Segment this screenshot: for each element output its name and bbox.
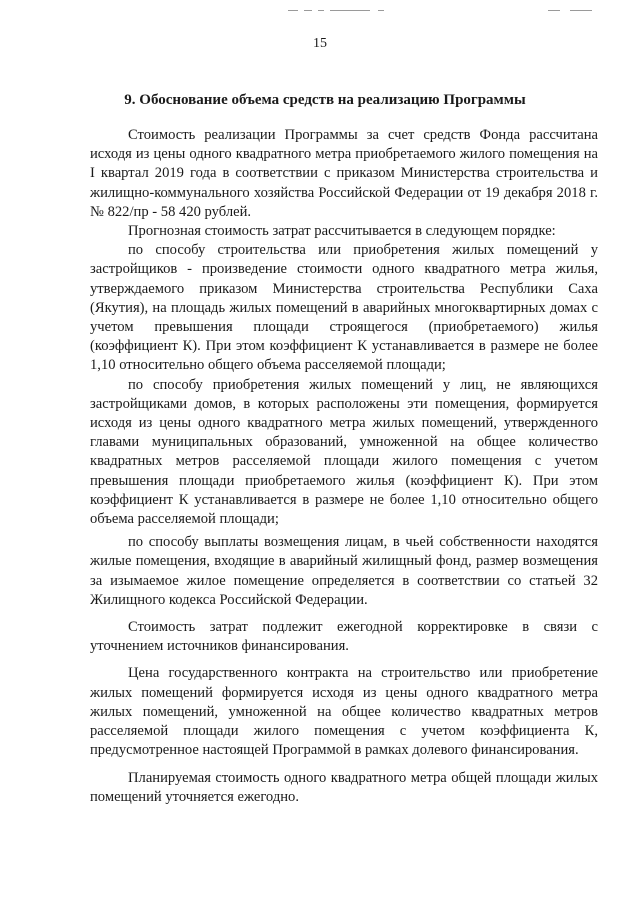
page-number: 15 [313, 36, 327, 51]
paragraph-method-purchase: по способу приобретения жилых помещений у лиц, не являющихся застройщиками домов, в которых расположены эти помещения, формируется исходя из цены одного квадратного метра жилых помещений, утвержденного главами муниципальных образований, умноженной на общее количество квадратных метров расселяемой площади жилого помещения с учетом превышения площади приобретаемого жилья (коэффициент К). При этом коэффициент К устанавливается в размере не более 1,10 относительно общего объема расселяемой площади; [90, 376, 598, 528]
scan-artifact-marks [0, 8, 640, 14]
paragraph-contract-price: Цена государственного контракта на строительство или приобретение жилых помещений формируется исходя из цены одного квадратного метра жилых помещений, умноженной на общее количество квадратных метров расселяемой площади жилого помещения с учетом коэффициента К, предусмотренное настоящей Программой в рамках долевого финансирования. [90, 665, 598, 759]
paragraph-method-construction: по способу строительства или приобретения жилых помещений у застройщиков - произведение стоимости одного квадратного метра жилья, утверждаемого приказом Министерства строительства Республики Саха (Якутия), на площадь жилых помещений в аварийных многоквартирных домах с учетом превышения площади строящегося (приобретаемого) жилья (коэффициент К). При этом коэффициент К устанавливается в размере не более 1,10 относительно общего объема расселяемой площади; [90, 242, 598, 374]
section-heading: 9. Обоснование объема средств на реализацию Программы [124, 92, 526, 108]
paragraph-method-compensation: по способу выплаты возмещения лицам, в чьей собственности находятся жилые помещения, входящие в аварийный жилищный фонд, размер возмещения за изымаемое жилое помещение определяется в соответствии со статьей 32 Жилищного кодекса Российской Федерации. [90, 534, 598, 608]
paragraph-planned-cost: Планируемая стоимость одного квадратного метра общей площади жилых помещений уточняется ежегодно. [90, 769, 598, 805]
paragraph-cost-adjustment: Стоимость затрат подлежит ежегодной корректировке в связи с уточнением источников финансирования. [90, 619, 598, 655]
paragraph-program-cost: Стоимость реализации Программы за счет средств Фонда рассчитана исходя из цены одного квадратного метра приобретаемого жилого помещения на I квартал 2019 года в соответствии с приказом Министерства строительства и жилищно-коммунального хозяйства Российской Федерации от 19 декабря 2018 г. № 822/пр - 58 420 рублей. [90, 127, 598, 220]
paragraph-forecast-cost: Прогнозная стоимость затрат рассчитывается в следующем порядке: [128, 223, 556, 240]
document-body [90, 126, 598, 807]
